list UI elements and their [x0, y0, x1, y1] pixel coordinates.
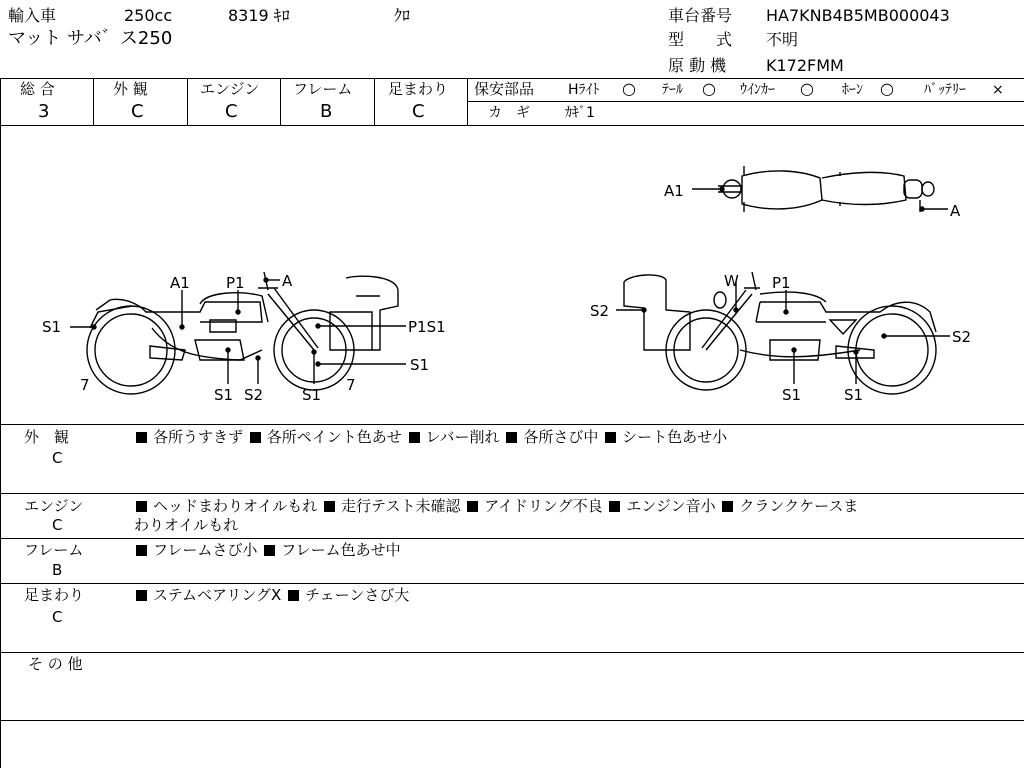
motorcycle-top-view [664, 166, 961, 220]
diagram-label: S2 [590, 302, 610, 320]
grade-label: エンジン [200, 80, 260, 98]
key-label: カ ギ [488, 105, 530, 121]
bullet-icon [264, 545, 275, 556]
bullet-icon [609, 501, 620, 512]
note-item: クランクケースま [739, 497, 859, 515]
grade-label: 総 合 [20, 80, 55, 98]
bullet-icon [136, 590, 147, 601]
safety-item-label: ﾃｰﾙ [662, 82, 683, 98]
grade-value: C [131, 101, 144, 122]
note-item: フレームさび小 [153, 541, 258, 559]
diagram-label: S2 [244, 386, 264, 404]
note-item: ステムベアリングX [153, 586, 282, 604]
engine-value: K172FMM [766, 56, 844, 75]
safety-item-mark: × [992, 82, 1004, 98]
divider [0, 538, 1024, 539]
safety-item-label: ﾎｰﾝ [842, 82, 863, 98]
note-item: ヘッドまわりオイルもれ [153, 497, 318, 515]
divider [0, 424, 1024, 425]
note-item: シート色あせ小 [622, 428, 728, 446]
bullet-icon [467, 501, 478, 512]
note-item: エンジン音小 [626, 497, 716, 515]
note-item: フレーム色あせ中 [281, 541, 401, 559]
damage-diagram [0, 126, 1024, 424]
divider [468, 101, 1024, 102]
diagram-label: S1 [410, 356, 430, 374]
bullet-icon [324, 501, 335, 512]
diagram-label: S1 [302, 386, 322, 404]
divider [0, 78, 1024, 79]
grade-label: 外 観 [113, 80, 148, 98]
note-item: 各所うすきず [153, 428, 244, 446]
diagram-label: S1 [214, 386, 234, 404]
note-grade: C [52, 608, 63, 626]
bullet-icon [288, 590, 299, 601]
divider [187, 78, 188, 125]
grade-label: 足まわり [388, 80, 449, 98]
divider [0, 720, 1024, 721]
divider [280, 78, 281, 125]
note-items [134, 499, 858, 514]
engine-label: 原 動 機 [668, 56, 727, 75]
safety-item-mark: ○ [622, 79, 636, 98]
type-value: 不明 [766, 30, 799, 49]
divider [0, 583, 1024, 584]
note-category: そ の 他 [28, 655, 83, 673]
type-label: 型 式 [668, 30, 733, 49]
bullet-icon [136, 432, 147, 443]
safety-item-mark: ○ [800, 79, 814, 98]
safety-item-label: Hﾗｲﾄ [568, 82, 600, 98]
safety-item-mark: ○ [702, 79, 716, 98]
diagram-label: 7 [346, 376, 356, 394]
note-item-continued: わりオイルもれ [134, 516, 239, 534]
note-item: 各所さび中 [523, 428, 599, 446]
diagram-label: A [282, 272, 293, 290]
motorcycle-right-view [590, 272, 971, 404]
note-item: アイドリング不良 [484, 497, 603, 515]
mileage: 8319 ｷﾛ [228, 6, 290, 25]
divider [0, 493, 1024, 494]
grade-value: B [320, 101, 333, 122]
note-item: レバー削れ [425, 428, 500, 446]
color: ｸﾛ [394, 6, 411, 25]
diagram-label: S2 [952, 328, 972, 346]
divider [467, 78, 468, 125]
divider [93, 78, 94, 125]
diagram-label: S1 [844, 386, 864, 404]
safety-item-mark: ○ [880, 79, 894, 98]
note-items [134, 543, 401, 558]
divider [0, 652, 1024, 653]
bullet-icon [136, 545, 147, 556]
note-category: エンジン [24, 497, 84, 515]
diagram-label: A [950, 202, 961, 220]
motorcycle-left-view [42, 272, 446, 404]
diagram-label: P1 [772, 274, 791, 292]
note-grade: C [52, 449, 63, 467]
diagram-label: P1S1 [408, 318, 446, 336]
note-grade: B [52, 561, 63, 579]
displacement: 250cc [124, 6, 173, 25]
grade-value: C [225, 101, 238, 122]
bullet-icon [605, 432, 616, 443]
safety-item-label: ｳｲﾝｶｰ [740, 82, 775, 98]
note-item: チェーンさび大 [305, 586, 410, 604]
grade-label: フレーム [293, 80, 353, 98]
note-grade: C [52, 516, 63, 534]
bullet-icon [409, 432, 420, 443]
diagram-label: A1 [664, 182, 684, 200]
grade-value: 3 [38, 101, 50, 122]
divider [374, 78, 375, 125]
note-items [134, 588, 409, 603]
grade-value: C [412, 101, 425, 122]
note-category: 外 観 [24, 428, 70, 446]
chassis-label: 車台番号 [668, 6, 733, 25]
safety-title: 保安部品 [474, 80, 535, 98]
note-items [134, 430, 727, 445]
import-label: 輸入車 [8, 6, 57, 25]
bullet-icon [136, 501, 147, 512]
note-item: 走行テスト未確認 [341, 497, 461, 515]
note-category: 足まわり [24, 586, 85, 604]
bullet-icon [250, 432, 261, 443]
key-value: ｶｷﾞ1 [565, 105, 595, 121]
model-name: マット サバ゛ス250 [8, 28, 173, 49]
chassis-value: HA7KNB4B5MB000043 [766, 6, 950, 25]
diagram-label: A1 [170, 274, 190, 292]
diagram-label: W [724, 272, 739, 290]
diagram-label: 7 [80, 376, 90, 394]
diagram-label: S1 [782, 386, 802, 404]
note-item: 各所ペイント色あせ [266, 428, 402, 446]
bullet-icon [506, 432, 517, 443]
bullet-icon [722, 501, 733, 512]
diagram-label: P1 [226, 274, 245, 292]
diagram-label: S1 [42, 318, 62, 336]
note-category: フレーム [24, 541, 84, 559]
safety-item-label: ﾊﾞｯﾃﾘｰ [924, 82, 966, 98]
